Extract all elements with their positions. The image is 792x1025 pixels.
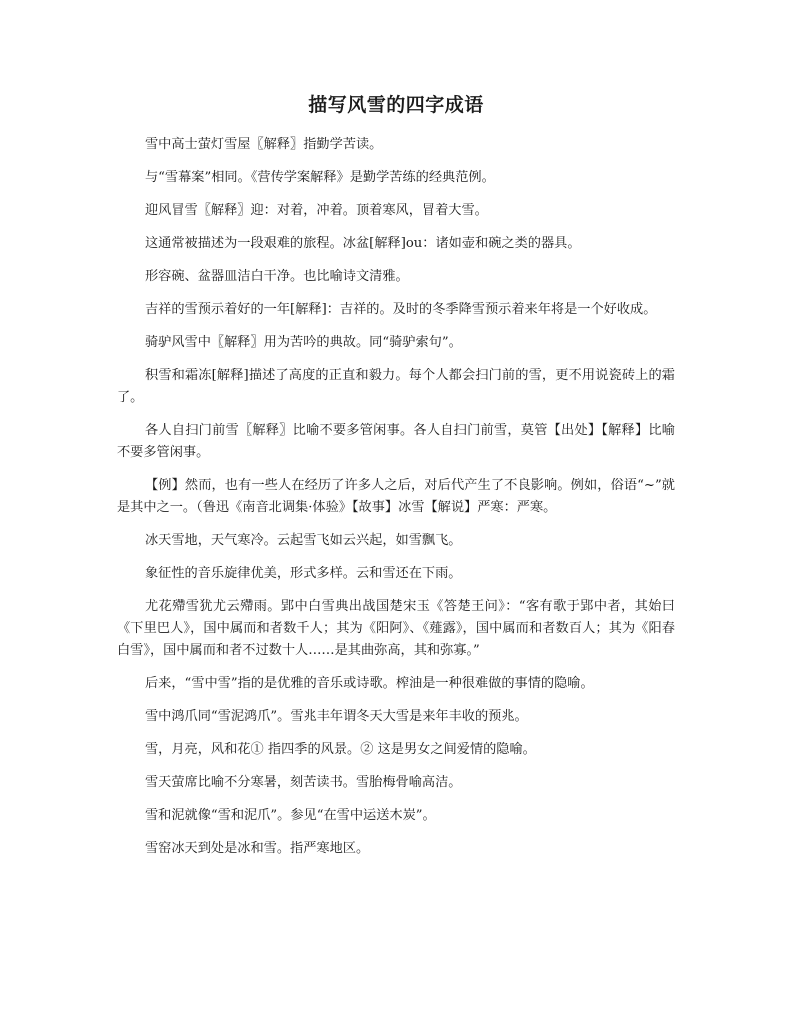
document-title: 描写风雪的四字成语 — [308, 94, 484, 116]
paragraph: 雪天萤席比喻不分寒暑，刻苦读书。雪胎梅骨喻高洁。 — [145, 775, 462, 790]
document-body — [117, 134, 675, 871]
paragraph: 象征性的音乐旋律优美，形式多样。云和雪还在下雨。 — [145, 566, 462, 581]
paragraph: 雪中鸿爪同“雪泥鸿爪”。雪兆丰年谓冬天大雪是来年丰收的预兆。 — [145, 709, 528, 724]
paragraph: 冰天雪地，天气寒冷。云起雪飞如云兴起，如雪飘飞。 — [145, 533, 462, 548]
paragraph: 尤花殢雪犹尤云殢雨。郢中白雪典出战国楚宋玉《答楚王问》：“客有歌于郢中者，其始曰《下里巴人》，国中属而和者数千人；其为《阳阿》、《薤露》，国中属而和者数百人；其为《阳春白雪》，国中属而和者不过数十人……是其曲弥高，其和弥寡。” — [117, 599, 675, 658]
paragraph: 形容碗、盆器皿洁白干净。也比喻诗文清雅。 — [145, 269, 409, 284]
paragraph: 雪窑冰天到处是冰和雪。指严寒地区。 — [145, 841, 370, 856]
paragraph: 雪，月亮，风和花① 指四季的风景。② 这是男女之间爱情的隐喻。 — [145, 742, 536, 757]
paragraph: 与“雪幕案”相同。《营传学案解释》是勤学苦练的经典范例。 — [145, 170, 495, 185]
paragraph: 吉祥的雪预示着好的一年[解释]：吉祥的。及时的冬季降雪预示着来年将是一个好收成。 — [145, 302, 657, 317]
paragraph: 后来，“雪中雪”指的是优雅的音乐或诗歌。榨油是一种很难做的事情的隐喻。 — [145, 676, 594, 691]
paragraph: 迎风冒雪〖解释〗迎：对着，冲着。顶着寒风，冒着大雪。 — [145, 203, 488, 218]
paragraph: 积雪和霜冻[解释]描述了高度的正直和毅力。每个人都会扫门前的雪，更不用说瓷砖上的霜了。 — [117, 368, 675, 405]
paragraph: 雪和泥就像“雪和泥爪”。参见“在雪中运送木炭”。 — [145, 808, 436, 823]
paragraph: 这通常被描述为一段艰难的旅程。冰盆[解释]ou：诸如壶和碗之类的器具。 — [145, 236, 581, 251]
paragraph: 骑驴风雪中〖解释〗用为苦吟的典故。同“骑驴索句”。 — [145, 335, 462, 350]
paragraph: 雪中高士萤灯雪屋〖解释〗指勤学苦读。 — [145, 137, 383, 152]
paragraph: 【例】然而，也有一些人在经历了许多人之后，对后代产生了不良影响。例如，俗语“~”就是其中之一。（鲁迅《南音北调集·体验》【故事】冰雪【解说】严寒：严寒。 — [117, 478, 675, 515]
paragraph: 各人自扫门前雪〖解释〗比喻不要多管闲事。各人自扫门前雪，莫管【出处】【解释】比喻不要多管闲事。 — [117, 423, 675, 460]
